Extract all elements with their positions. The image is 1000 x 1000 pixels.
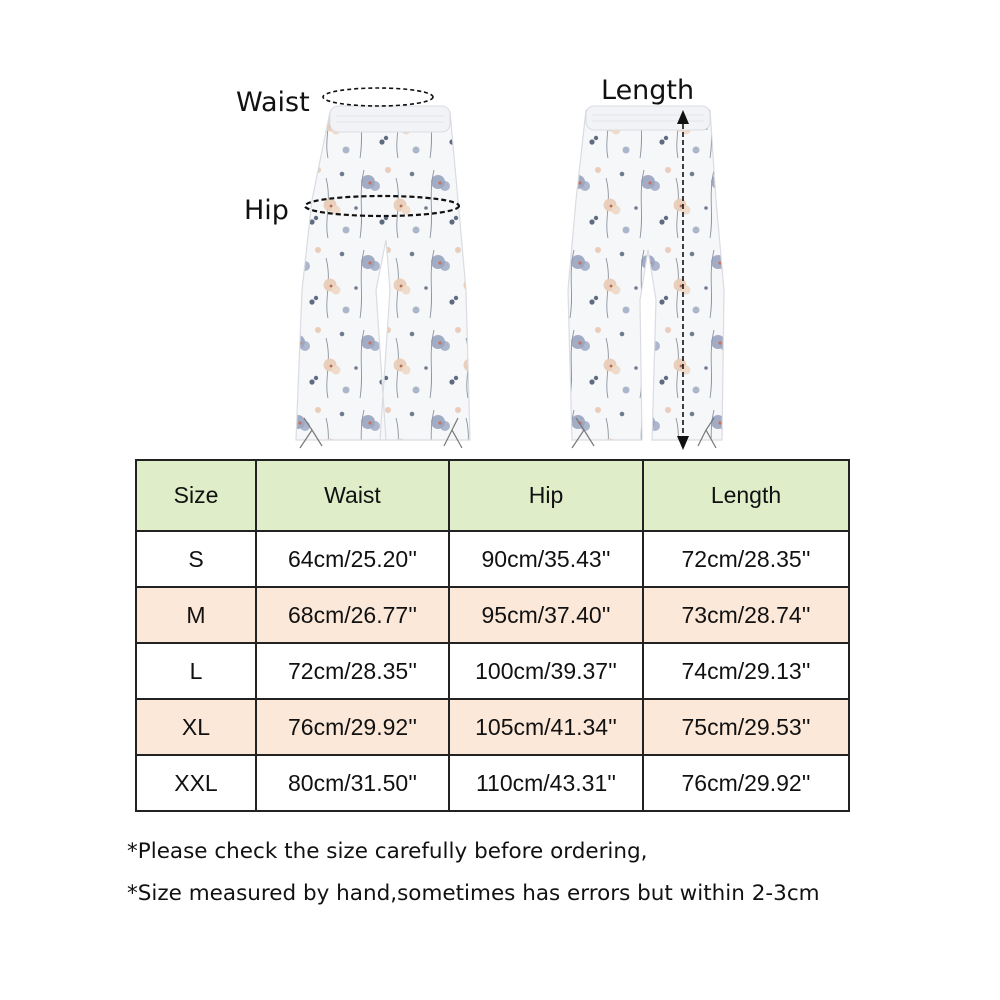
table-row (136, 531, 849, 587)
table-row (136, 643, 849, 699)
length-label: Length (601, 75, 695, 106)
header-size: Size (136, 460, 256, 531)
size-cell: S (136, 531, 256, 587)
hip-cell: 100cm/39.37'' (449, 643, 643, 699)
back-waistband (586, 106, 710, 130)
size-chart-table (135, 459, 850, 812)
waist-cell: 80cm/31.50'' (256, 755, 449, 811)
table-row (136, 699, 849, 755)
size-check-note: *Please check the size carefully before ordering, (127, 839, 648, 864)
measurement-error-note: *Size measured by hand,sometimes has errors but within 2-3cm (127, 881, 820, 906)
length-cell: 72cm/28.35'' (643, 531, 849, 587)
waist-cell: 76cm/29.92'' (256, 699, 449, 755)
table-row (136, 587, 849, 643)
hip-cell: 105cm/41.34'' (449, 699, 643, 755)
hip-cell: 95cm/37.40'' (449, 587, 643, 643)
waist-cell: 72cm/28.35'' (256, 643, 449, 699)
length-cell: 74cm/29.13'' (643, 643, 849, 699)
hip-cell: 90cm/35.43'' (449, 531, 643, 587)
waist-measure-ellipse (323, 88, 433, 106)
length-cell: 73cm/28.74'' (643, 587, 849, 643)
table-header-row (136, 460, 849, 531)
table-row (136, 755, 849, 811)
front-pants-shape (296, 112, 470, 440)
header-hip: Hip (449, 460, 643, 531)
hip-cell: 110cm/43.31'' (449, 755, 643, 811)
back-pants-illustration (568, 106, 724, 448)
waist-label: Waist (236, 87, 310, 118)
hip-label: Hip (244, 195, 289, 226)
header-waist: Waist (256, 460, 449, 531)
size-cell: XL (136, 699, 256, 755)
waist-cell: 68cm/26.77'' (256, 587, 449, 643)
length-cell: 76cm/29.92'' (643, 755, 849, 811)
size-cell: XXL (136, 755, 256, 811)
back-pants-shape (568, 110, 724, 440)
length-cell: 75cm/29.53'' (643, 699, 849, 755)
size-cell: M (136, 587, 256, 643)
pants-diagram (0, 0, 1000, 460)
front-waistband (330, 106, 450, 132)
size-cell: L (136, 643, 256, 699)
header-length: Length (643, 460, 849, 531)
front-pants-illustration (296, 106, 470, 448)
waist-cell: 64cm/25.20'' (256, 531, 449, 587)
